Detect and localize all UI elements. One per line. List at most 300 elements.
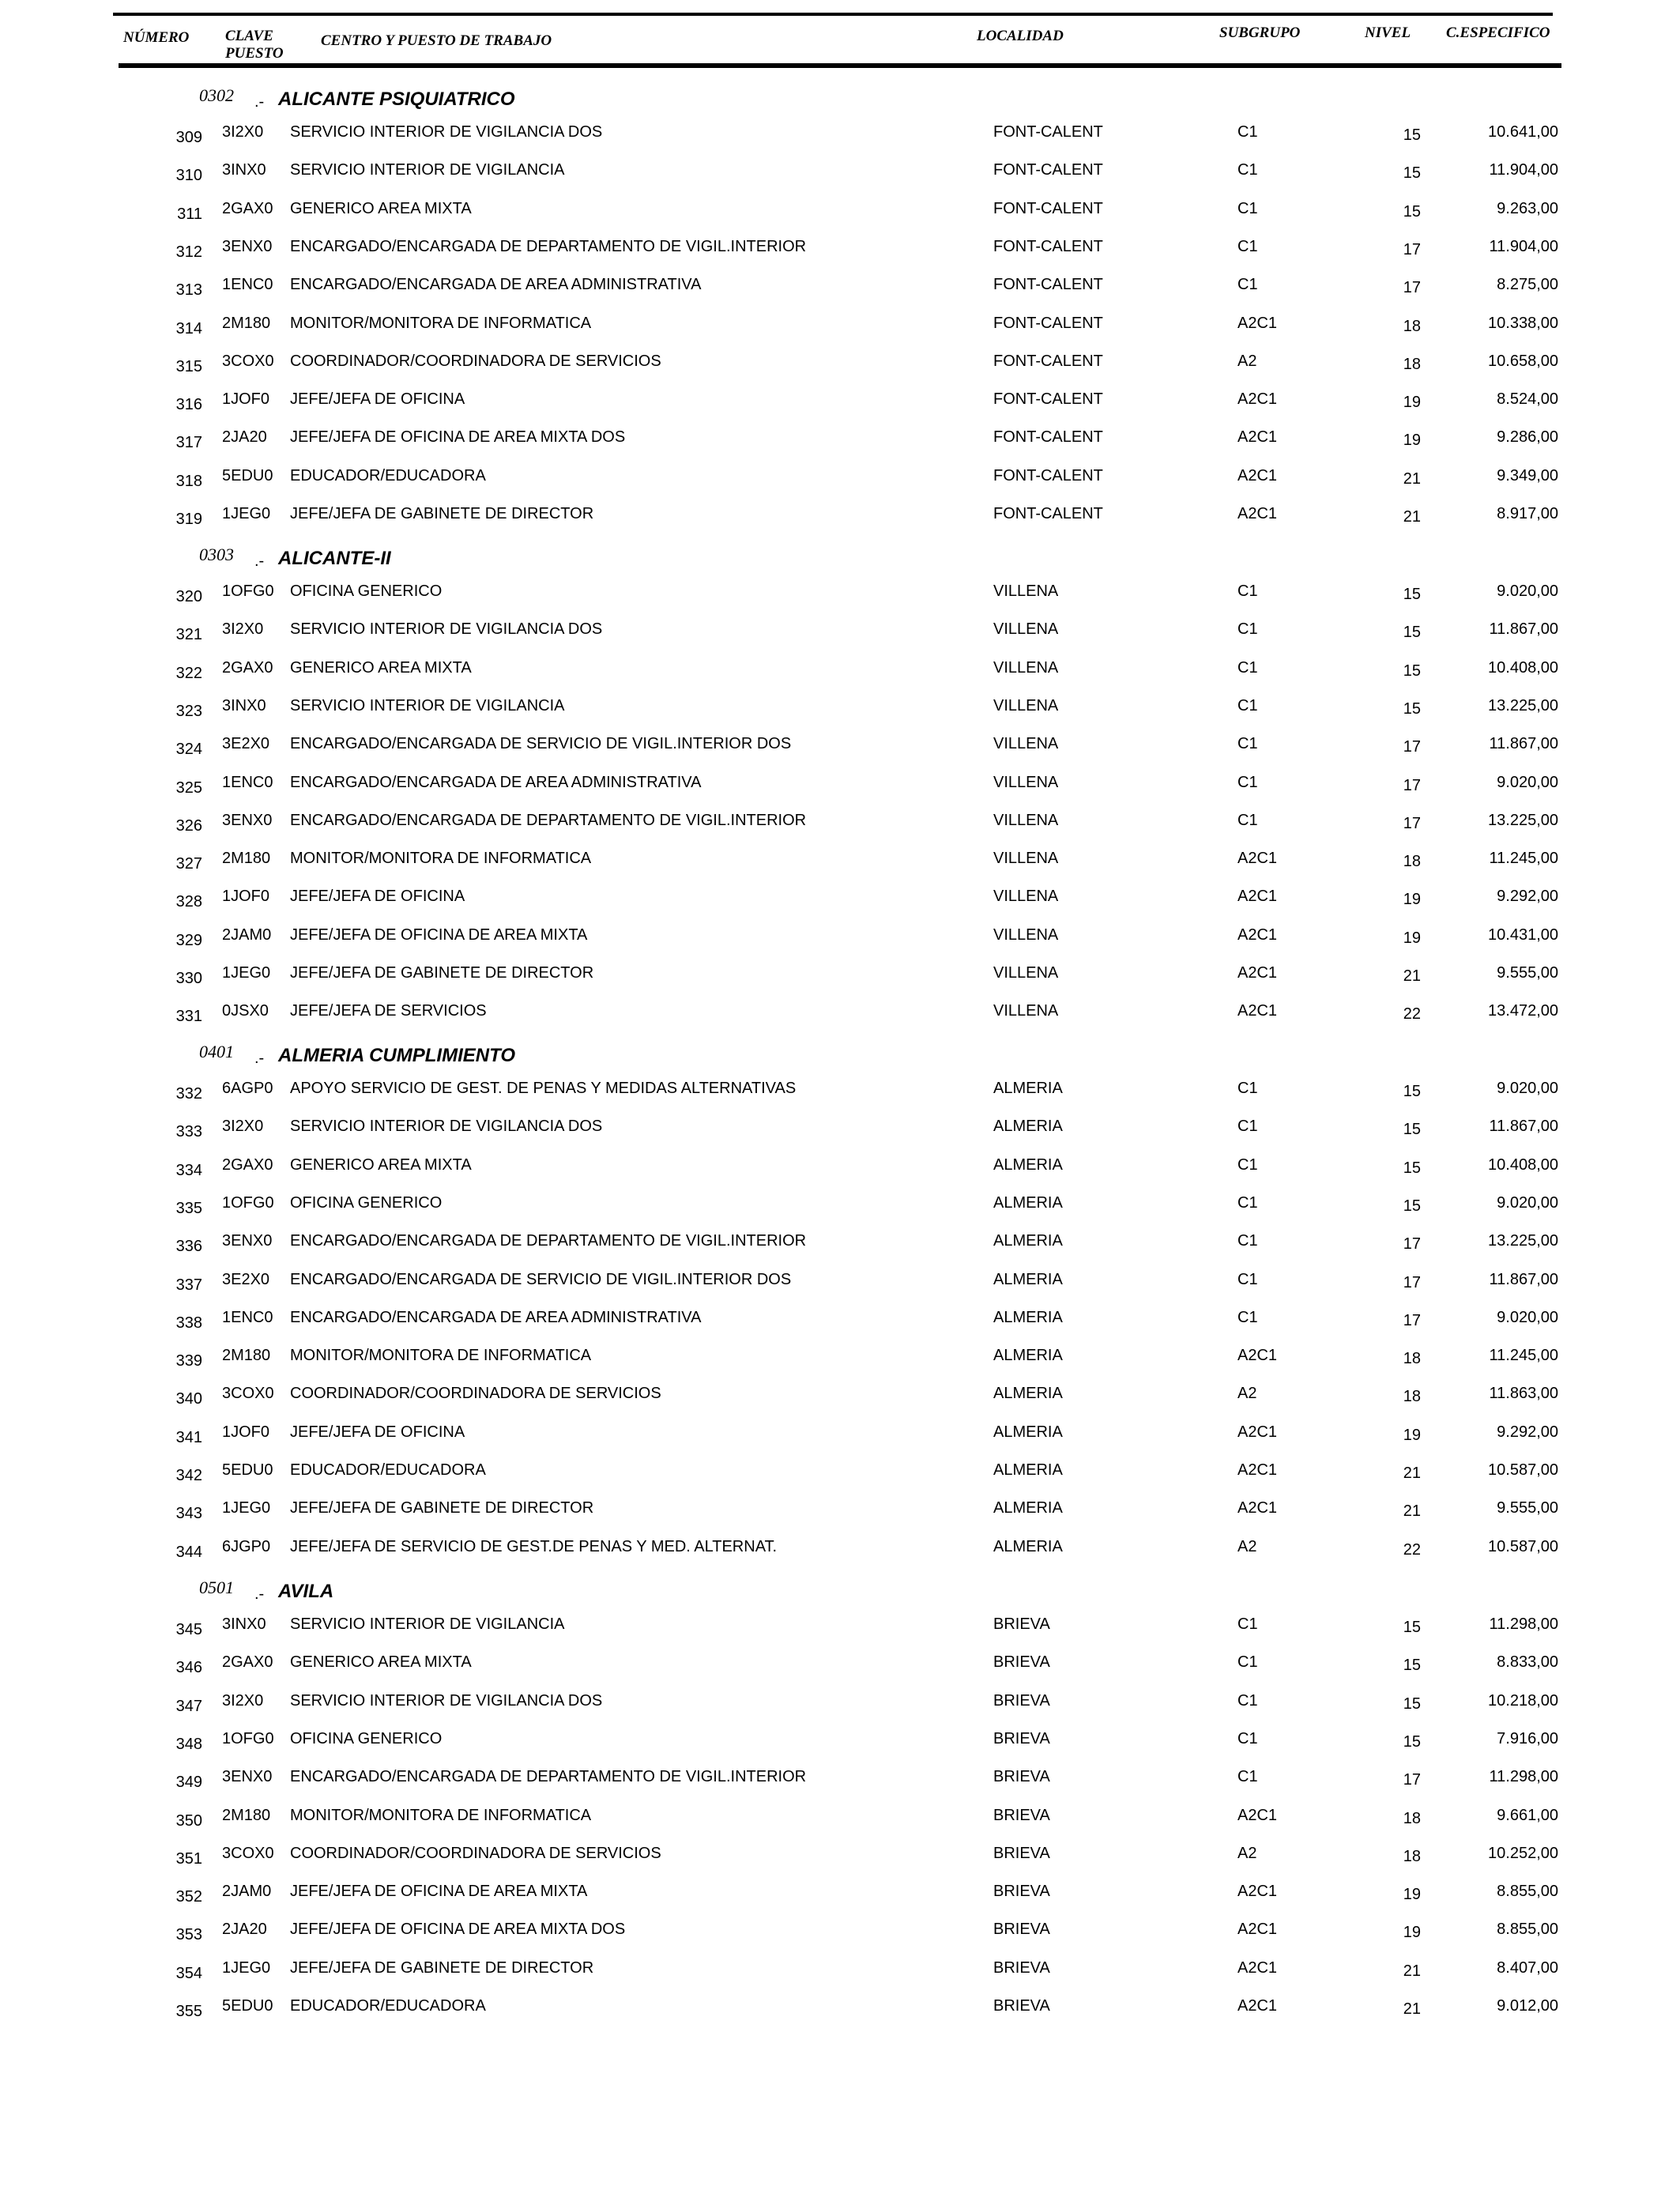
- row-centro: JEFE/JEFA DE OFICINA DE AREA MIXTA: [290, 925, 588, 944]
- row-localidad: FONT-CALENT: [993, 161, 1103, 179]
- row-clave: 3INX0: [222, 1615, 266, 1633]
- row-nivel: 17: [1403, 738, 1421, 756]
- row-centro: EDUCADOR/EDUCADORA: [290, 466, 486, 484]
- table-row: [0, 1532, 1680, 1570]
- row-especifico: 8.407,00: [1497, 1958, 1558, 1977]
- row-localidad: ALMERIA: [993, 1308, 1063, 1326]
- row-nivel: 21: [1403, 2000, 1421, 2018]
- row-nivel: 17: [1403, 776, 1421, 794]
- header-nivel: NIVEL: [1365, 25, 1411, 41]
- row-clave: 3E2X0: [222, 1270, 270, 1288]
- row-localidad: VILLENA: [993, 964, 1059, 982]
- row-numero: 337: [175, 1276, 202, 1294]
- row-subgrupo: C1: [1237, 1118, 1258, 1136]
- row-especifico: 7.916,00: [1497, 1729, 1558, 1747]
- row-centro: ENCARGADO/ENCARGADA DE AREA ADMINISTRATIVA: [290, 773, 702, 791]
- row-numero: 315: [175, 357, 202, 375]
- table-row: [0, 117, 1680, 156]
- header-puesto: PUESTO: [225, 45, 284, 62]
- row-clave: 1JEG0: [222, 1958, 271, 1977]
- row-centro: JEFE/JEFA DE SERVICIOS: [290, 1002, 487, 1020]
- row-subgrupo: C1: [1237, 1729, 1258, 1747]
- row-nivel: 15: [1403, 1197, 1421, 1215]
- table-row: [0, 1493, 1680, 1532]
- row-especifico: 10.408,00: [1488, 1155, 1558, 1174]
- row-clave: 3E2X0: [222, 735, 270, 753]
- row-subgrupo: A2: [1237, 1844, 1257, 1862]
- row-subgrupo: C1: [1237, 1653, 1258, 1672]
- row-numero: 334: [175, 1161, 202, 1179]
- row-especifico: 9.286,00: [1497, 428, 1558, 447]
- row-clave: 3ENX0: [222, 1232, 273, 1250]
- row-clave: 2M180: [222, 850, 271, 868]
- row-subgrupo: C1: [1237, 1768, 1258, 1786]
- header-especifico: C.ESPECIFICO: [1446, 25, 1550, 41]
- row-nivel: 19: [1403, 891, 1421, 909]
- row-nivel: 19: [1403, 432, 1421, 450]
- section-code: 0303: [199, 545, 234, 564]
- row-centro: SERVICIO INTERIOR DE VIGILANCIA DOS: [290, 1691, 603, 1710]
- section-heading: [0, 81, 1680, 122]
- row-clave: 1ENC0: [222, 276, 273, 294]
- row-especifico: 8.275,00: [1497, 276, 1558, 294]
- row-subgrupo: C1: [1237, 1270, 1258, 1288]
- row-numero: 323: [175, 702, 202, 720]
- row-clave: 2M180: [222, 1806, 271, 1824]
- row-localidad: ALMERIA: [993, 1461, 1063, 1479]
- row-numero: 339: [175, 1352, 202, 1370]
- header-numero: NÚMERO: [123, 29, 190, 46]
- row-centro: ENCARGADO/ENCARGADA DE DEPARTAMENTO DE VIGIL.INTERIOR: [290, 1232, 807, 1250]
- row-numero: 349: [175, 1774, 202, 1792]
- table-row: [0, 1686, 1680, 1725]
- row-clave: 2JA20: [222, 428, 267, 447]
- row-numero: 345: [175, 1621, 202, 1638]
- row-subgrupo: A2C1: [1237, 390, 1278, 409]
- row-especifico: 8.855,00: [1497, 1921, 1558, 1939]
- row-localidad: FONT-CALENT: [993, 428, 1103, 447]
- header-top-rule: [113, 13, 1553, 16]
- row-nivel: 21: [1403, 508, 1421, 526]
- row-centro: JEFE/JEFA DE OFICINA: [290, 888, 465, 906]
- row-especifico: 11.867,00: [1489, 735, 1558, 753]
- row-centro: JEFE/JEFA DE GABINETE DE DIRECTOR: [290, 1499, 594, 1517]
- row-clave: 1JOF0: [222, 1423, 270, 1441]
- row-nivel: 17: [1403, 1273, 1421, 1291]
- row-clave: 0JSX0: [222, 1002, 269, 1020]
- row-clave: 3ENX0: [222, 237, 273, 255]
- row-especifico: 11.298,00: [1489, 1768, 1558, 1786]
- row-subgrupo: A2C1: [1237, 1461, 1278, 1479]
- table-row: [0, 653, 1680, 692]
- row-nivel: 15: [1403, 126, 1421, 144]
- row-centro: ENCARGADO/ENCARGADA DE SERVICIO DE VIGIL.INTERIOR DOS: [290, 1270, 792, 1288]
- table-row: [0, 1991, 1680, 2030]
- table-row: [0, 1455, 1680, 1494]
- row-numero: 350: [175, 1811, 202, 1830]
- table-row: [0, 270, 1680, 308]
- row-centro: EDUCADOR/EDUCADORA: [290, 1997, 486, 2015]
- row-clave: 3COX0: [222, 1844, 274, 1862]
- row-especifico: 11.245,00: [1489, 850, 1558, 868]
- row-numero: 347: [175, 1697, 202, 1715]
- row-subgrupo: C1: [1237, 582, 1258, 600]
- row-localidad: BRIEVA: [993, 1691, 1050, 1710]
- row-nivel: 17: [1403, 814, 1421, 832]
- row-especifico: 11.298,00: [1489, 1615, 1558, 1633]
- row-especifico: 9.292,00: [1497, 1423, 1558, 1441]
- row-clave: 3I2X0: [222, 1691, 264, 1710]
- row-centro: JEFE/JEFA DE OFICINA: [290, 1423, 465, 1441]
- row-especifico: 11.863,00: [1489, 1385, 1558, 1403]
- row-nivel: 18: [1403, 1847, 1421, 1865]
- section-heading: [0, 1573, 1680, 1614]
- table-row: [0, 1876, 1680, 1915]
- row-centro: EDUCADOR/EDUCADORA: [290, 1461, 486, 1479]
- row-centro: ENCARGADO/ENCARGADA DE AREA ADMINISTRATIVA: [290, 276, 702, 294]
- row-nivel: 17: [1403, 279, 1421, 297]
- row-nivel: 15: [1403, 1619, 1421, 1636]
- row-subgrupo: A2: [1237, 352, 1257, 370]
- row-centro: JEFE/JEFA DE OFICINA DE AREA MIXTA DOS: [290, 1921, 626, 1939]
- row-nivel: 19: [1403, 1924, 1421, 1942]
- row-localidad: BRIEVA: [993, 1768, 1050, 1786]
- row-especifico: 10.658,00: [1488, 352, 1558, 370]
- row-especifico: 13.225,00: [1488, 696, 1558, 714]
- row-localidad: ALMERIA: [993, 1499, 1063, 1517]
- row-subgrupo: A2C1: [1237, 1002, 1278, 1020]
- row-localidad: ALMERIA: [993, 1118, 1063, 1136]
- table-row: [0, 1150, 1680, 1189]
- row-especifico: 9.292,00: [1497, 888, 1558, 906]
- row-nivel: 15: [1403, 624, 1421, 642]
- row-especifico: 9.263,00: [1497, 199, 1558, 217]
- row-numero: 344: [175, 1543, 202, 1561]
- row-especifico: 9.020,00: [1497, 773, 1558, 791]
- row-nivel: 18: [1403, 853, 1421, 871]
- row-centro: OFICINA GENERICO: [290, 1193, 443, 1212]
- row-numero: 338: [175, 1314, 202, 1332]
- row-nivel: 15: [1403, 164, 1421, 183]
- row-subgrupo: C1: [1237, 1308, 1258, 1326]
- row-localidad: BRIEVA: [993, 1806, 1050, 1824]
- row-localidad: VILLENA: [993, 888, 1059, 906]
- row-localidad: VILLENA: [993, 620, 1059, 639]
- row-numero: 335: [175, 1199, 202, 1217]
- table-row: [0, 194, 1680, 232]
- row-subgrupo: C1: [1237, 620, 1258, 639]
- row-nivel: 17: [1403, 1235, 1421, 1253]
- row-clave: 2JAM0: [222, 925, 272, 944]
- row-centro: JEFE/JEFA DE OFICINA: [290, 390, 465, 409]
- table-row: [0, 499, 1680, 537]
- row-subgrupo: C1: [1237, 237, 1258, 255]
- row-nivel: 21: [1403, 1502, 1421, 1521]
- row-especifico: 9.349,00: [1497, 466, 1558, 484]
- row-numero: 351: [175, 1849, 202, 1868]
- header-bottom-rule: [119, 63, 1561, 68]
- row-localidad: FONT-CALENT: [993, 237, 1103, 255]
- table-row: [0, 1340, 1680, 1379]
- row-subgrupo: A2C1: [1237, 925, 1278, 944]
- row-numero: 325: [175, 778, 202, 797]
- row-subgrupo: C1: [1237, 1691, 1258, 1710]
- row-clave: 2M180: [222, 1347, 271, 1365]
- table-row: [0, 1378, 1680, 1417]
- row-especifico: 11.867,00: [1489, 1270, 1558, 1288]
- row-centro: ENCARGADO/ENCARGADA DE SERVICIO DE VIGIL.INTERIOR DOS: [290, 735, 792, 753]
- row-especifico: 8.833,00: [1497, 1653, 1558, 1672]
- row-localidad: VILLENA: [993, 925, 1059, 944]
- row-localidad: ALMERIA: [993, 1080, 1063, 1097]
- row-especifico: 8.855,00: [1497, 1883, 1558, 1901]
- row-clave: 1JOF0: [222, 390, 270, 409]
- table-row: [0, 1800, 1680, 1839]
- section-name: ALMERIA CUMPLIMIENTO: [278, 1045, 515, 1066]
- row-nivel: 17: [1403, 240, 1421, 258]
- row-clave: 3COX0: [222, 352, 274, 370]
- row-subgrupo: C1: [1237, 1193, 1258, 1212]
- row-especifico: 9.020,00: [1497, 1193, 1558, 1212]
- row-especifico: 9.020,00: [1497, 1308, 1558, 1326]
- row-centro: COORDINADOR/COORDINADORA DE SERVICIOS: [290, 352, 661, 370]
- row-subgrupo: C1: [1237, 658, 1258, 677]
- row-especifico: 13.472,00: [1488, 1002, 1558, 1020]
- table-row: [0, 881, 1680, 920]
- row-nivel: 15: [1403, 1732, 1421, 1751]
- table-row: [0, 1302, 1680, 1341]
- row-subgrupo: A2C1: [1237, 428, 1278, 447]
- row-subgrupo: C1: [1237, 811, 1258, 829]
- row-numero: 348: [175, 1735, 202, 1753]
- row-clave: 3I2X0: [222, 620, 264, 639]
- table-row: [0, 1647, 1680, 1686]
- row-clave: 3I2X0: [222, 1118, 264, 1136]
- table-row: [0, 1914, 1680, 1953]
- row-numero: 331: [175, 1008, 202, 1026]
- row-clave: 2JAM0: [222, 1883, 272, 1901]
- header-localidad: LOCALIDAD: [977, 28, 1064, 44]
- row-numero: 330: [175, 970, 202, 987]
- row-localidad: VILLENA: [993, 773, 1059, 791]
- row-numero: 322: [175, 664, 202, 682]
- row-localidad: BRIEVA: [993, 1844, 1050, 1862]
- row-subgrupo: C1: [1237, 696, 1258, 714]
- row-localidad: VILLENA: [993, 1002, 1059, 1020]
- row-centro: GENERICO AREA MIXTA: [290, 658, 472, 677]
- row-clave: 1ENC0: [222, 773, 273, 791]
- row-subgrupo: A2C1: [1237, 1423, 1278, 1441]
- row-especifico: 8.917,00: [1497, 505, 1558, 522]
- row-clave: 3INX0: [222, 696, 266, 714]
- row-subgrupo: C1: [1237, 123, 1258, 141]
- row-especifico: 11.904,00: [1489, 237, 1558, 255]
- row-nivel: 15: [1403, 202, 1421, 221]
- row-centro: SERVICIO INTERIOR DE VIGILANCIA DOS: [290, 1118, 603, 1136]
- header-subgrupo: SUBGRUPO: [1219, 25, 1301, 41]
- row-numero: 319: [175, 511, 202, 528]
- row-nivel: 15: [1403, 1083, 1421, 1100]
- row-numero: 311: [177, 205, 202, 223]
- row-numero: 355: [175, 2003, 202, 2020]
- row-numero: 340: [175, 1390, 202, 1408]
- row-centro: APOYO SERVICIO DE GEST. DE PENAS Y MEDIDAS ALTERNATIVAS: [290, 1080, 797, 1097]
- section-separator: .-: [254, 1585, 265, 1603]
- row-localidad: FONT-CALENT: [993, 314, 1103, 332]
- row-centro: SERVICIO INTERIOR DE VIGILANCIA DOS: [290, 123, 603, 141]
- row-especifico: 8.524,00: [1497, 390, 1558, 409]
- row-nivel: 15: [1403, 699, 1421, 718]
- row-subgrupo: C1: [1237, 276, 1258, 294]
- row-especifico: 10.338,00: [1488, 314, 1558, 332]
- row-numero: 343: [175, 1505, 202, 1523]
- row-centro: ENCARGADO/ENCARGADA DE AREA ADMINISTRATIVA: [290, 1308, 702, 1326]
- row-clave: 2GAX0: [222, 1155, 273, 1174]
- row-nivel: 17: [1403, 1771, 1421, 1789]
- row-numero: 341: [175, 1428, 202, 1446]
- row-localidad: FONT-CALENT: [993, 199, 1103, 217]
- row-numero: 336: [175, 1238, 202, 1256]
- row-especifico: 10.641,00: [1488, 123, 1558, 141]
- row-centro: OFICINA GENERICO: [290, 1729, 443, 1747]
- row-especifico: 10.408,00: [1488, 658, 1558, 677]
- table-row: [0, 384, 1680, 423]
- row-especifico: 9.555,00: [1497, 1499, 1558, 1517]
- section-code: 0401: [199, 1042, 234, 1061]
- row-nivel: 21: [1403, 967, 1421, 985]
- row-clave: 1JEG0: [222, 964, 271, 982]
- row-centro: JEFE/JEFA DE OFICINA DE AREA MIXTA DOS: [290, 428, 626, 447]
- row-especifico: 9.012,00: [1497, 1997, 1558, 2015]
- row-subgrupo: A2C1: [1237, 850, 1278, 868]
- row-clave: 2GAX0: [222, 1653, 273, 1672]
- section-heading: [0, 540, 1680, 581]
- row-centro: COORDINADOR/COORDINADORA DE SERVICIOS: [290, 1844, 661, 1862]
- row-localidad: FONT-CALENT: [993, 123, 1103, 141]
- section-code: 0302: [199, 85, 234, 105]
- row-localidad: FONT-CALENT: [993, 505, 1103, 522]
- table-row: [0, 422, 1680, 461]
- row-subgrupo: A2C1: [1237, 1806, 1278, 1824]
- row-localidad: ALMERIA: [993, 1193, 1063, 1212]
- table-row: [0, 1724, 1680, 1762]
- row-numero: 321: [175, 626, 202, 644]
- table-row: [0, 958, 1680, 997]
- row-nivel: 18: [1403, 1809, 1421, 1827]
- row-clave: 1JOF0: [222, 888, 270, 906]
- row-clave: 1OFG0: [222, 582, 274, 600]
- row-clave: 6JGP0: [222, 1537, 271, 1555]
- row-centro: JEFE/JEFA DE GABINETE DE DIRECTOR: [290, 1958, 594, 1977]
- row-nivel: 21: [1403, 469, 1421, 488]
- table-row: [0, 461, 1680, 499]
- table-row: [0, 232, 1680, 270]
- table-row: [0, 308, 1680, 347]
- row-localidad: BRIEVA: [993, 1729, 1050, 1747]
- row-especifico: 13.225,00: [1488, 811, 1558, 829]
- row-nivel: 19: [1403, 394, 1421, 412]
- row-localidad: FONT-CALENT: [993, 352, 1103, 370]
- table-row: [0, 1265, 1680, 1303]
- row-especifico: 11.867,00: [1489, 620, 1558, 639]
- row-localidad: VILLENA: [993, 658, 1059, 677]
- row-nivel: 19: [1403, 1426, 1421, 1444]
- table-row: [0, 1762, 1680, 1800]
- row-nivel: 15: [1403, 662, 1421, 680]
- row-clave: 6AGP0: [222, 1080, 273, 1097]
- row-localidad: VILLENA: [993, 582, 1059, 600]
- row-subgrupo: C1: [1237, 1232, 1258, 1250]
- row-nivel: 19: [1403, 1886, 1421, 1904]
- row-centro: GENERICO AREA MIXTA: [290, 1155, 472, 1174]
- row-centro: OFICINA GENERICO: [290, 582, 443, 600]
- row-localidad: BRIEVA: [993, 1997, 1050, 2015]
- row-numero: 317: [175, 434, 202, 452]
- table-row: [0, 1953, 1680, 1992]
- row-subgrupo: A2C1: [1237, 964, 1278, 982]
- row-especifico: 10.431,00: [1488, 925, 1558, 944]
- table-row: [0, 767, 1680, 806]
- row-localidad: BRIEVA: [993, 1615, 1050, 1633]
- row-subgrupo: A2C1: [1237, 1499, 1278, 1517]
- row-clave: 3I2X0: [222, 123, 264, 141]
- section-name: AVILA: [278, 1581, 334, 1602]
- row-localidad: BRIEVA: [993, 1958, 1050, 1977]
- row-centro: MONITOR/MONITORA DE INFORMATICA: [290, 850, 592, 868]
- row-numero: 352: [175, 1888, 202, 1906]
- row-numero: 320: [175, 588, 202, 605]
- row-nivel: 18: [1403, 1350, 1421, 1368]
- row-centro: JEFE/JEFA DE GABINETE DE DIRECTOR: [290, 505, 594, 522]
- table-row: [0, 1111, 1680, 1150]
- row-nivel: 19: [1403, 929, 1421, 947]
- row-centro: ENCARGADO/ENCARGADA DE DEPARTAMENTO DE VIGIL.INTERIOR: [290, 1768, 807, 1786]
- row-especifico: 9.020,00: [1497, 582, 1558, 600]
- row-centro: ENCARGADO/ENCARGADA DE DEPARTAMENTO DE VIGIL.INTERIOR: [290, 237, 807, 255]
- row-centro: JEFE/JEFA DE GABINETE DE DIRECTOR: [290, 964, 594, 982]
- section-heading: [0, 1037, 1680, 1078]
- row-nivel: 17: [1403, 1311, 1421, 1329]
- row-subgrupo: C1: [1237, 161, 1258, 179]
- row-centro: SERVICIO INTERIOR DE VIGILANCIA: [290, 696, 565, 714]
- row-especifico: 9.661,00: [1497, 1806, 1558, 1824]
- row-numero: 329: [175, 931, 202, 949]
- row-clave: 2M180: [222, 314, 271, 332]
- row-nivel: 18: [1403, 355, 1421, 373]
- header-centro: CENTRO Y PUESTO DE TRABAJO: [321, 32, 552, 49]
- row-clave: 5EDU0: [222, 1461, 273, 1479]
- row-clave: 1JEG0: [222, 505, 271, 522]
- row-subgrupo: A2C1: [1237, 1347, 1278, 1365]
- table-row: [0, 614, 1680, 653]
- row-numero: 346: [175, 1659, 202, 1677]
- row-subgrupo: C1: [1237, 1155, 1258, 1174]
- row-numero: 313: [175, 281, 202, 300]
- row-numero: 312: [175, 243, 202, 261]
- row-subgrupo: A2C1: [1237, 888, 1278, 906]
- section-separator: .-: [254, 93, 265, 111]
- row-subgrupo: C1: [1237, 773, 1258, 791]
- row-centro: JEFE/JEFA DE SERVICIO DE GEST.DE PENAS Y MED. ALTERNAT.: [290, 1537, 778, 1555]
- row-especifico: 11.904,00: [1489, 161, 1558, 179]
- row-localidad: ALMERIA: [993, 1270, 1063, 1288]
- table-row: [0, 1188, 1680, 1227]
- table-row: [0, 155, 1680, 194]
- row-nivel: 22: [1403, 1005, 1421, 1023]
- table-row: [0, 1417, 1680, 1456]
- section-code: 0501: [199, 1578, 234, 1597]
- row-clave: 5EDU0: [222, 466, 273, 484]
